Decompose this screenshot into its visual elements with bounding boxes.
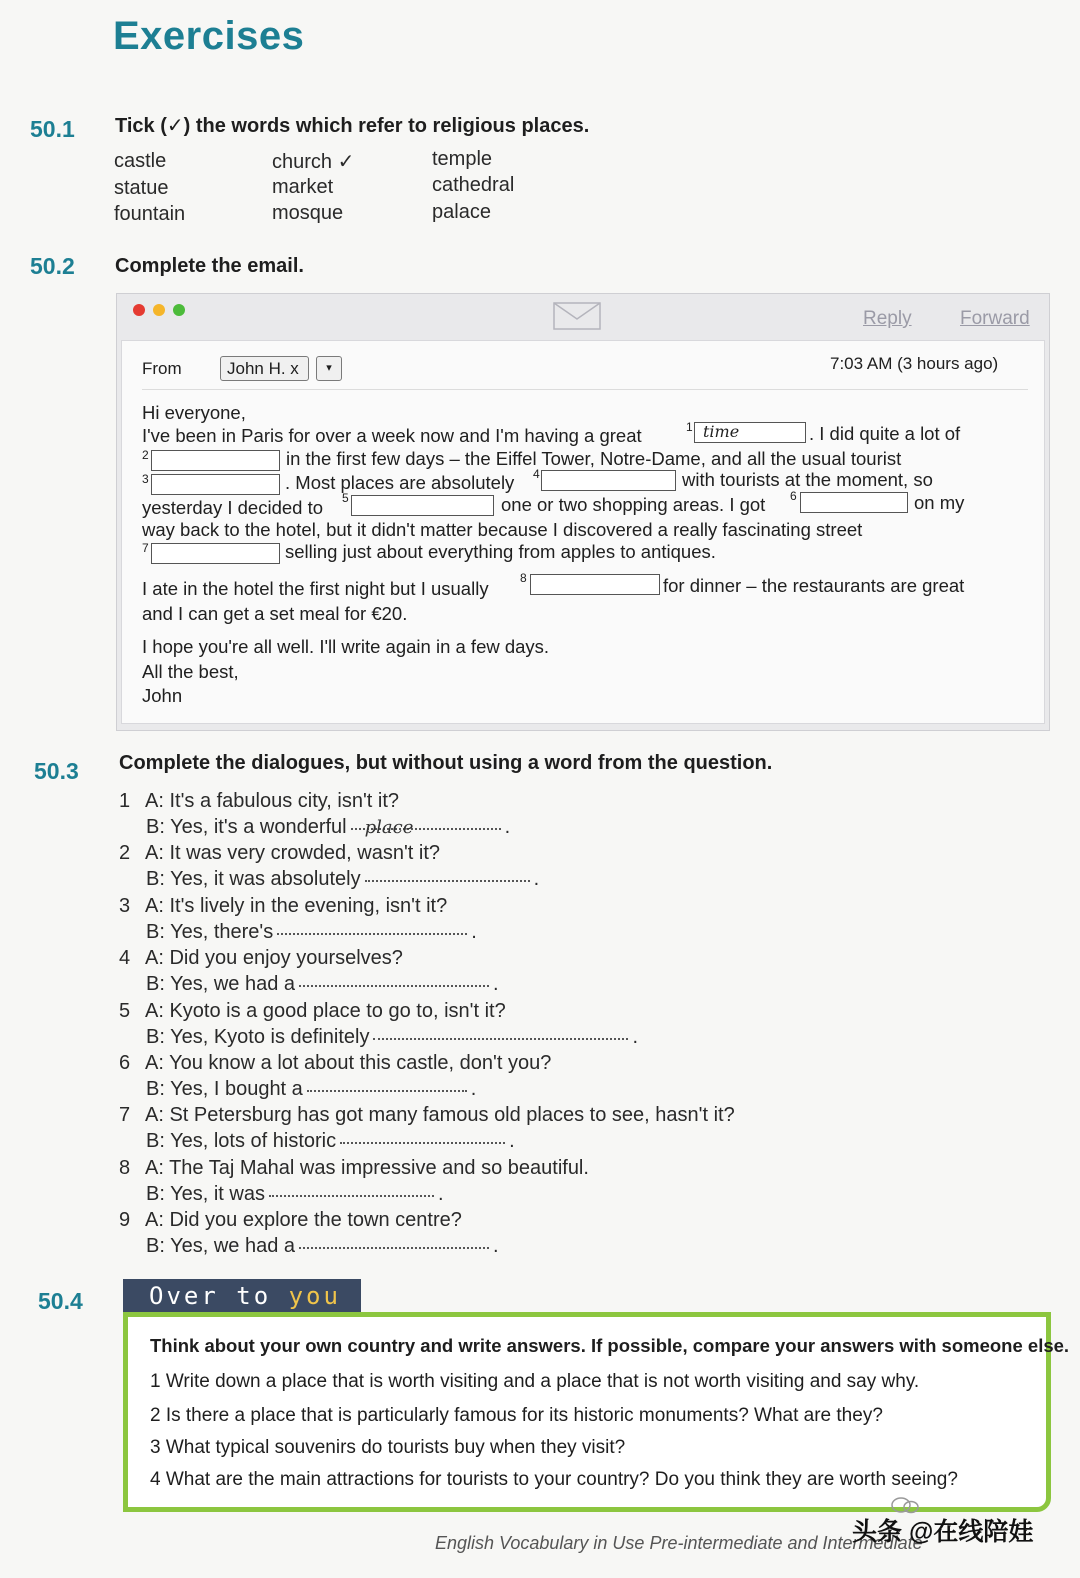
word-item[interactable]: palace — [432, 201, 491, 223]
gap-5-field[interactable] — [351, 495, 494, 516]
chevron-down-icon[interactable]: ▾ — [316, 356, 342, 381]
tab-label: Over to — [149, 1282, 289, 1310]
dialogue-line-b — [146, 868, 539, 891]
dialogue-prompt: B: Yes, it was absolutely — [146, 868, 361, 890]
end-mark: . — [437, 1183, 444, 1205]
dialogue-line-a: A: Did you enjoy yourselves? — [145, 947, 403, 969]
over-to-you-instruction: Think about your own country and write answers. If possible, compare your answers with someone else. — [150, 1335, 1070, 1356]
word-item[interactable]: church ✓ — [272, 151, 355, 173]
email-text: selling just about everything from apples to antiques. — [285, 541, 716, 562]
gap-number: 8 — [520, 571, 527, 585]
email-text: and I can get a set meal for €20. — [142, 603, 408, 624]
exercise-number-50-2: 50.2 — [30, 253, 75, 279]
dialogue-line-b — [146, 1078, 476, 1101]
dialogue-prompt: B: Yes, there's — [146, 921, 274, 943]
answer-blank[interactable] — [269, 1183, 434, 1197]
gap-number: 5 — [342, 491, 349, 505]
dialogue-line-a: A: St Petersburg has got many famous old places to see, hasn't it? — [145, 1104, 735, 1126]
dialogue-line-a: A: It was very crowded, wasn't it? — [145, 842, 441, 864]
answer-blank[interactable] — [307, 1078, 467, 1092]
close-dot-icon[interactable] — [133, 304, 145, 316]
dialogue-line-b — [146, 1235, 499, 1258]
gap-2-field[interactable] — [151, 450, 280, 471]
email-text: way back to the hotel, but it didn't matter because I discovered a really fascinating street — [142, 519, 863, 540]
email-text: on my — [914, 492, 965, 513]
gap-8-field[interactable] — [530, 574, 660, 595]
email-body — [121, 340, 1045, 724]
question-item: 1 Write down a place that is worth visiting and a place that is not worth visiting and say why. — [150, 1371, 920, 1392]
exercise-instruction-50-1: Tick (✓) the words which refer to religious places. — [115, 115, 590, 137]
word-item[interactable]: fountain — [114, 203, 186, 225]
end-mark: . — [632, 1026, 639, 1048]
end-mark: . — [533, 868, 540, 890]
dialogue-prompt: B: Yes, it's a wonderful — [146, 816, 347, 838]
watermark: 头条 @在线陪娃 — [852, 1518, 1034, 1546]
end-mark: . — [470, 1078, 477, 1100]
answer-blank[interactable] — [365, 868, 530, 882]
question-item: 4 What are the main attractions for tourists to your country? Do you think they are worth seeing? — [150, 1469, 958, 1490]
email-text: I ate in the hotel the first night but I usually — [142, 578, 489, 599]
answer-blank[interactable] — [299, 1235, 489, 1249]
dialogue-prompt: B: Yes, it was — [146, 1183, 265, 1205]
dialogue-number: 3 — [119, 895, 131, 917]
word-item[interactable]: temple — [432, 148, 493, 170]
gap-number: 2 — [142, 448, 149, 462]
word-item[interactable]: market — [272, 176, 334, 198]
dialogue-number: 5 — [119, 1000, 131, 1022]
dialogue-prompt: B: Yes, we had a — [146, 1235, 296, 1257]
email-window — [116, 293, 1050, 731]
email-text: with tourists at the moment, so — [682, 469, 933, 490]
dialogue-number: 7 — [119, 1104, 131, 1126]
dialogue-number: 8 — [119, 1157, 131, 1179]
end-mark: . — [509, 1130, 515, 1152]
tab-label-accent: you — [288, 1282, 341, 1310]
reply-link[interactable]: Reply — [863, 308, 912, 329]
gap-1-field[interactable]: time — [694, 422, 806, 443]
from-label: From — [142, 359, 182, 378]
word-item[interactable]: statue — [114, 177, 169, 199]
handwritten-answer: place — [364, 817, 414, 838]
end-mark: . — [493, 1235, 499, 1257]
end-mark: . — [504, 816, 511, 838]
exercise-instruction-50-2: Complete the email. — [115, 255, 304, 277]
dialogue-line-a: A: You know a lot about this castle, don't you? — [145, 1052, 552, 1074]
email-text: I hope you're all well. I'll write again in a few days. — [142, 636, 550, 657]
minimize-dot-icon[interactable] — [153, 304, 165, 316]
answer-blank[interactable] — [373, 1026, 628, 1040]
email-text: Hi everyone, — [142, 402, 246, 423]
dialogue-number: 6 — [119, 1052, 131, 1074]
dialogue-prompt: B: Yes, Kyoto is definitely — [146, 1026, 370, 1048]
dialogue-line-a: A: The Taj Mahal was impressive and so beautiful. — [145, 1157, 589, 1179]
question-item: 2 Is there a place that is particularly famous for its historic monuments? What are they? — [150, 1405, 883, 1426]
email-signature: John — [142, 685, 183, 706]
gap-number: 3 — [142, 472, 149, 486]
exercise-number-50-4: 50.4 — [38, 1288, 83, 1314]
email-text: one or two shopping areas. I got — [501, 494, 766, 515]
answer-blank[interactable] — [351, 816, 501, 838]
dialogue-line-b — [146, 921, 477, 944]
dialogue-line-a: A: It's a fabulous city, isn't it? — [145, 790, 400, 812]
exercise-number-50-1: 50.1 — [30, 116, 75, 142]
email-text: . Most places are absolutely — [285, 472, 515, 493]
page-title: Exercises — [113, 14, 305, 58]
dialogue-line-b — [146, 1130, 515, 1153]
email-time: 7:03 AM (3 hours ago) — [830, 354, 999, 373]
gap-6-field[interactable] — [800, 492, 908, 513]
gap-7-field[interactable] — [151, 543, 280, 564]
dialogue-number: 9 — [119, 1209, 131, 1231]
answer-blank[interactable] — [299, 973, 489, 987]
forward-link[interactable]: Forward — [960, 308, 1030, 329]
email-text: . I did quite a lot of — [809, 423, 961, 444]
dialogue-line-a: A: It's lively in the evening, isn't it? — [145, 895, 448, 917]
gap-4-field[interactable] — [541, 470, 676, 491]
from-field[interactable]: John H. x — [220, 356, 309, 381]
end-mark: . — [493, 973, 499, 995]
exercise-instruction-50-3: Complete the dialogues, but without using a word from the question. — [119, 752, 773, 774]
maximize-dot-icon[interactable] — [173, 304, 185, 316]
email-text: for dinner – the restaurants are great — [663, 575, 965, 596]
dialogue-line-b — [146, 1183, 444, 1206]
dialogue-number: 2 — [119, 842, 131, 864]
word-item[interactable]: mosque — [272, 202, 344, 224]
dialogue-line-b — [146, 1026, 638, 1049]
answer-blank[interactable] — [277, 921, 467, 935]
gap-number: 4 — [533, 467, 540, 481]
email-text: in the first few days – the Eiffel Tower, Notre-Dame, and all the usual tourist — [286, 448, 902, 469]
dialogue-prompt: B: Yes, lots of historic — [146, 1130, 337, 1152]
gap-3-field[interactable] — [151, 474, 280, 495]
email-text: yesterday I decided to — [142, 497, 323, 518]
end-mark: . — [471, 921, 477, 943]
gap-number: 7 — [142, 541, 149, 555]
over-to-you-box — [123, 1312, 1070, 1512]
answer-blank[interactable] — [340, 1130, 505, 1144]
envelope-icon — [553, 302, 601, 330]
dialogue-line-a: A: Kyoto is a good place to go to, isn't it? — [145, 1000, 506, 1022]
dialogue-line-b — [146, 973, 499, 996]
email-text: All the best, — [142, 661, 239, 682]
gap-number: 1 — [686, 420, 693, 434]
dialogue-prompt: B: Yes, I bought a — [146, 1078, 303, 1100]
question-item: 3 What typical souvenirs do tourists buy when they visit? — [150, 1437, 626, 1458]
footer-book-title: English Vocabulary in Use Pre-intermediate and Intermediate — [435, 1533, 923, 1553]
gap-number: 6 — [790, 489, 797, 503]
divider — [142, 389, 1028, 390]
dialogue-line-a: A: Did you explore the town centre? — [145, 1209, 462, 1231]
dialogue-number: 4 — [119, 947, 131, 969]
email-text: I've been in Paris for over a week now and I'm having a great — [142, 425, 642, 446]
dialogue-line-b — [146, 816, 510, 839]
exercise-number-50-3: 50.3 — [34, 758, 79, 784]
word-item[interactable]: castle — [114, 150, 167, 172]
dialogue-prompt: B: Yes, we had a — [146, 973, 296, 995]
dialogue-number: 1 — [119, 790, 131, 812]
word-item[interactable]: cathedral — [432, 174, 515, 196]
